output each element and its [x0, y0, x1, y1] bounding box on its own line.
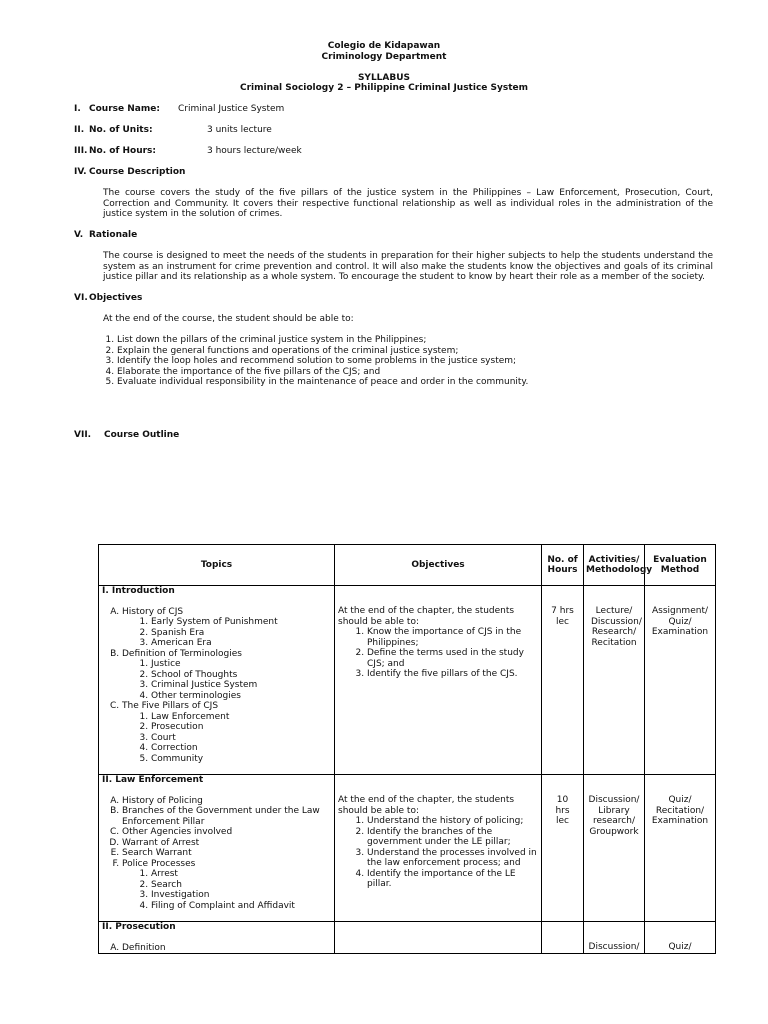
section-number: V.: [74, 230, 84, 240]
hours-value: 7 hrs lec: [551, 606, 574, 627]
course-outline-table: [98, 544, 716, 954]
topic-label: Police Processes: [122, 858, 196, 869]
hours-cell: [542, 775, 584, 922]
list-item: 1. Justice: [151, 659, 331, 670]
activities-cell: [584, 775, 645, 922]
header-activities: Activities/ Methodology: [584, 545, 645, 586]
section-heading: Objectives: [89, 293, 143, 303]
topic-list: [102, 796, 331, 912]
list-item: 2. School of Thoughts: [151, 670, 331, 681]
list-item: 3. Court: [151, 733, 331, 744]
description-text: The course covers the study of the five pillars of the justice system in the Philippines – Law Enforcement, Prosecution, Court, Correction and Community. It covers their respective functional relationship as well as individual roles in the administration of the justice system in the solution of crimes.: [103, 188, 713, 219]
list-item: 4. Other terminologies: [151, 691, 331, 702]
table-row: [99, 775, 716, 922]
evaluation-cell: [645, 775, 716, 922]
section-number: VI.: [74, 293, 88, 303]
objectives-intro: At the end of the chapter, the students should be able to:: [338, 795, 515, 816]
list-item: 5. Community: [151, 754, 331, 765]
list-item: [122, 701, 331, 764]
activities-value: Discussion/: [588, 942, 640, 952]
section-heading: Course Outline: [104, 430, 180, 440]
list-item: 3. American Era: [151, 638, 331, 649]
table-header-row: [99, 545, 716, 586]
evaluation-value: Quiz/ Recitation/ Examination: [651, 795, 709, 826]
topics-cell: [99, 775, 335, 922]
field-value: 3 hours lecture/week: [207, 146, 302, 156]
objectives-cell: [335, 775, 542, 922]
objectives-intro: At the end of the course, the student should be able to:: [103, 314, 354, 324]
topic-list: [102, 943, 331, 954]
activities-cell: [584, 586, 645, 775]
section-heading: Rationale: [89, 230, 138, 240]
list-item: [122, 649, 331, 702]
field-number: I.: [74, 104, 81, 114]
objective-item: 5. Evaluate individual responsibility in the maintenance of peace and order in the community.: [117, 377, 713, 388]
hours-value: 10 hrs lec: [555, 795, 570, 826]
section-heading: Course Description: [89, 167, 186, 177]
list-item: 4. Identify the importance of the LE pillar.: [367, 869, 538, 890]
hours-cell: [542, 922, 584, 954]
list-item: 1. Understand the history of policing;: [367, 816, 538, 827]
header-objectives: Objectives: [335, 545, 542, 586]
list-item: 4. Correction: [151, 743, 331, 754]
table-row: [99, 922, 716, 954]
objective-item: 4. Elaborate the importance of the five pillars of the CJS; and: [117, 367, 713, 378]
section-number: VII.: [74, 430, 92, 440]
section-number: IV.: [74, 167, 87, 177]
topics-cell: [99, 586, 335, 775]
list-item: 2. Spanish Era: [151, 628, 331, 639]
list-item: [122, 607, 331, 649]
list-item: 3. Criminal Justice System: [151, 680, 331, 691]
topic-list: [102, 607, 331, 765]
list-item: A. History of Policing: [122, 796, 331, 807]
department-name: Criminology Department: [321, 52, 447, 62]
list-item: 3. Identify the five pillars of the CJS.: [367, 669, 538, 680]
field-label: Course Name:: [89, 104, 160, 114]
objectives-list: [103, 335, 713, 388]
list-item: 2. Prosecution: [151, 722, 331, 733]
objective-item: 2. Explain the general functions and operations of the criminal justice system;: [117, 346, 713, 357]
objectives-cell: [335, 922, 542, 954]
field-value: Criminal Justice System: [178, 104, 285, 114]
list-item: D. Warrant of Arrest: [122, 838, 331, 849]
list-item: 2. Identify the branches of the government under the LE pillar;: [367, 827, 538, 848]
list-item: E. Search Warrant: [122, 848, 331, 859]
subject-title: Criminal Sociology 2 – Philippine Criminal Justice System: [239, 83, 529, 93]
objective-item: 3. Identify the loop holes and recommend solution to some problems in the justice system;: [117, 356, 713, 367]
list-item: A. Definition: [122, 943, 331, 954]
list-item: B. Branches of the Government under the Law Enforcement Pillar: [122, 806, 331, 827]
objectives-cell: [335, 586, 542, 775]
list-item: C. Other Agencies involved: [122, 827, 331, 838]
topic-label: Definition of Terminologies: [122, 648, 242, 659]
header-hours: No. of Hours: [542, 545, 584, 586]
field-value: 3 units lecture: [207, 125, 272, 135]
section-title: II. Law Enforcement: [102, 775, 204, 785]
list-item: 1. Know the importance of CJS in the Philippines;: [367, 627, 538, 648]
evaluation-value: Assignment/ Quiz/ Examination: [651, 606, 709, 637]
field-number: III.: [74, 146, 88, 156]
list-item: 3. Investigation: [151, 890, 331, 901]
header-topics: Topics: [99, 545, 335, 586]
list-item: 3. Understand the processes involved in the law enforcement process; and: [367, 848, 538, 869]
list-item: 1. Early System of Punishment: [151, 617, 331, 628]
evaluation-cell: [645, 586, 716, 775]
activities-cell: [584, 922, 645, 954]
section-title: I. Introduction: [102, 586, 175, 596]
evaluation-cell: [645, 922, 716, 954]
field-label: No. of Units:: [89, 125, 153, 135]
rationale-text: The course is designed to meet the needs of the students in preparation for their higher subjects to help the students understand the system as an instrument for crime prevention and control. It will also make the students know the objectives and goals of its criminal justice pillar and its relationship as a whole system. To encourage the student to know by heart their role as a member of the society.: [103, 251, 713, 282]
objective-item: 1. List down the pillars of the criminal justice system in the Philippines;: [117, 335, 713, 346]
list-item: 2. Define the terms used in the study CJS; and: [367, 648, 538, 669]
school-name: Colegio de Kidapawan: [327, 41, 441, 51]
activities-value: Discussion/ Library research/ Groupwork: [588, 795, 640, 837]
activities-value: Lecture/ Discussion/ Research/ Recitation: [591, 606, 642, 648]
topic-label: The Five Pillars of CJS: [122, 701, 219, 711]
section-title: II. Prosecution: [102, 922, 176, 932]
field-number: II.: [74, 125, 85, 135]
list-item: 1. Arrest: [151, 869, 331, 880]
topics-cell: [99, 922, 335, 954]
list-item: 4. Filing of Complaint and Affidavit: [151, 901, 331, 912]
document-type: SYLLABUS: [357, 73, 411, 83]
field-label: No. of Hours:: [89, 146, 157, 156]
table-row: [99, 586, 716, 775]
list-item: 1. Law Enforcement: [151, 712, 331, 723]
header-evaluation: Evaluation Method: [645, 545, 716, 586]
topic-label: History of CJS: [122, 606, 184, 617]
list-item: [122, 859, 331, 912]
objectives-intro: At the end of the chapter, the students should be able to:: [338, 606, 515, 627]
evaluation-value: Quiz/: [668, 942, 692, 952]
list-item: 2. Search: [151, 880, 331, 891]
hours-cell: [542, 586, 584, 775]
